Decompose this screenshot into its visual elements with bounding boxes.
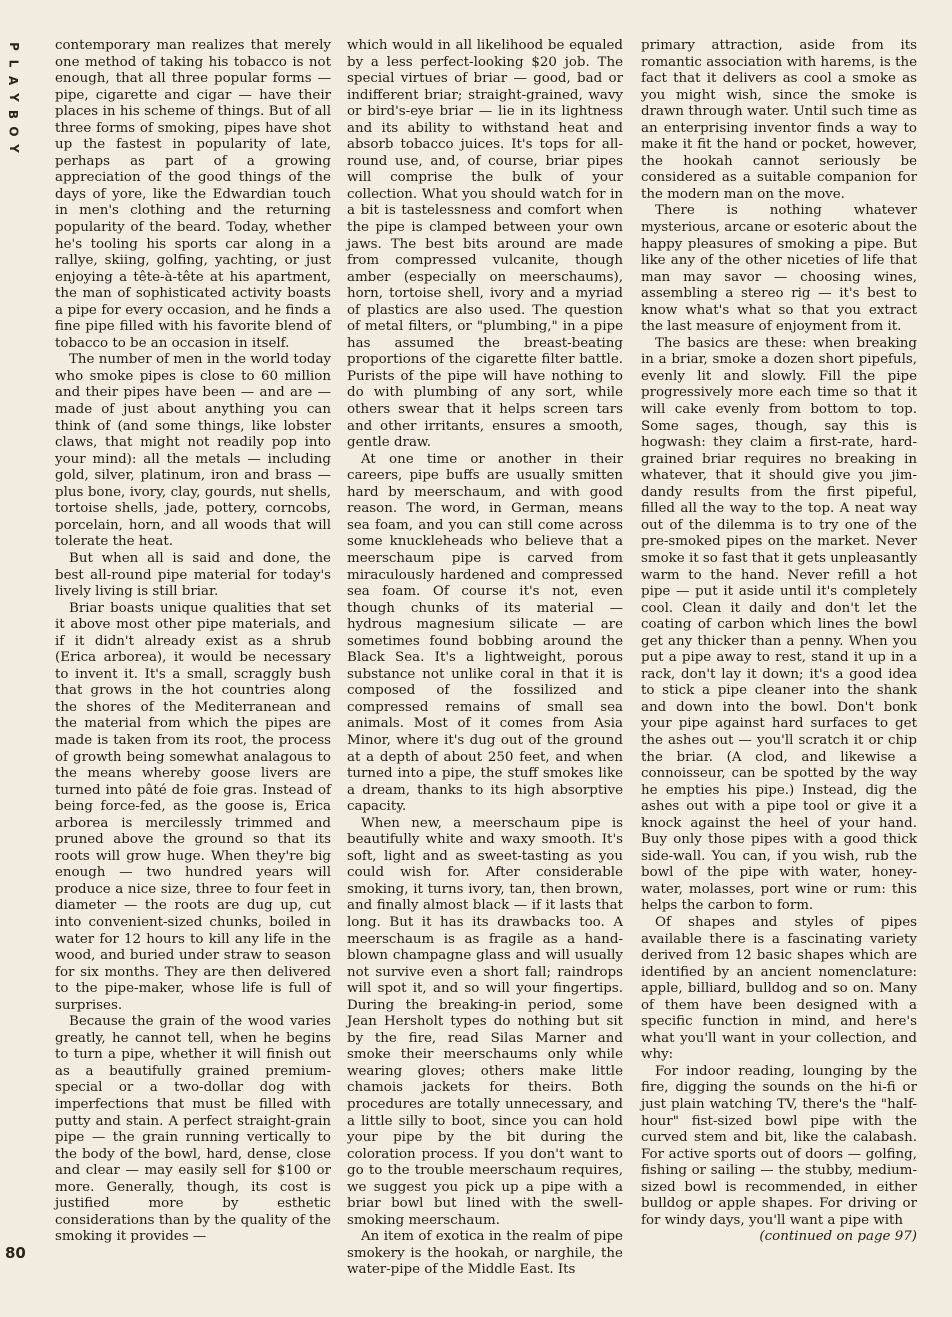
- logo-letter: L: [6, 59, 21, 68]
- paragraph: There is nothing whatever mysterious, arcane or esoteric about the happy pleasures of smoking a pipe. But like any of the other niceties of life that man may savor — choosing wines, assembling a stereo rig — it's best to know what's what so that you extract the last measure of enjoyment from it.: [641, 203, 917, 335]
- continuation-note: (continued on page 97): [759, 1229, 917, 1245]
- playboy-vertical-logo: [6, 38, 20, 157]
- paragraph: which would in all likelihood be equaled by a less perfect-looking $20 job. The special virtues of briar — good, bad or indifferent briar; straight-grained, wavy or bird's-eye briar — lie in its lightness and its ability to withstand heat and absorb tobacco juices. It's tops for all-round use, and, of course, briar pipes will comprise the bulk of your collection. What you should watch for in a bit is tastelessness and comfort when the pipe is clamped between your own jaws. The best bits around are made from compressed vulcanite, though amber (especially on meerschaums), horn, tortoise shell, ivory and a myriad of plastics are also used. The question of metal filters, or "plumbing," in a pipe has assumed the breast-beating proportions of the cigarette filter battle. Purists of the pipe will have nothing to do with plumbing of any sort, while others swear that it helps screen tars and other irritants, ensures a smooth, gentle draw.: [347, 38, 623, 451]
- paragraph: When new, a meerschaum pipe is beautifully white and waxy smooth. It's soft, light and as sweet-tasting as you could wish for. After considerable smoking, it turns ivory, tan, then brown, and finally almost black — if it lasts that long. But it has its drawbacks too. A meerschaum is as fragile as a hand-blown champagne glass and will usually not survive even a short fall; raindrops will spot it, and so will your fingertips. During the breaking-in period, some Jean Hersholt types do nothing but sit by the fire, read Silas Marner and smoke their meerschaums only while wearing gloves; others make little chamois jackets for theirs. Both procedures are totally unnecessary, and a little silly to boot, since you can hold your pipe by the bit during the coloration process. If you don't want to go to the trouble meerschaum requires, we suggest you pick up a pipe with a briar bowl but lined with the swell-smoking meerschaum.: [347, 815, 623, 1228]
- logo-letter: Y: [6, 144, 21, 153]
- paragraph: contemporary man realizes that merely one method of taking his tobacco is not enough, that all three popular forms — pipe, cigarette and cigar — have their places in his scheme of things. But of all three forms of smoking, pipes have shot up the fastest in popularity of late, perhaps as part of a growing appreciation of the good things of the days of yore, like the Edwardian touch in men's clothing and the returning popularity of the beard. Today, whether he's tooling his sports car along in a rallye, skiing, golfing, yachting, or just enjoying a tête-à-tête at his apartment, the man of sophisticated activity boasts a pipe for every occasion, and he finds a fine pipe filled with his favorite blend of tobacco to be an occasion in itself.: [55, 38, 331, 351]
- paragraph: The number of men in the world today who smoke pipes is close to 60 million and their pipes have been — and are — made of just about anything you can think of (and some things, like lobster claws, that might not readily pop into your mind): all the metals — including gold, silver, platinum, iron and brass — plus bone, ivory, clay, gourds, nut shells, tortoise shells, jade, pottery, corncobs, porcelain, horn, and all woods that will tolerate the heat.: [55, 352, 331, 550]
- article-column-2: [347, 38, 623, 1279]
- logo-letter: A: [6, 75, 21, 86]
- paragraph: An item of exotica in the realm of pipe smokery is the hookah, or narghile, the water-pipe of the Middle East. Its: [347, 1229, 623, 1278]
- logo-letter: P: [6, 42, 21, 51]
- paragraph: But when all is said and done, the best all-round pipe material for today's lively living is still briar.: [55, 550, 331, 600]
- logo-letter: Y: [6, 93, 21, 102]
- paragraph: Because the grain of the wood varies greatly, he cannot tell, when he begins to turn a pipe, whether it will finish out as a beautifully grained premium-special or a two-dollar dog with imperfections that must be filled with putty and stain. A perfect straight-grain pipe — the grain running vertically to the body of the bowl, hard, dense, close and clear — may easily sell for $100 or more. Generally, though, its cost is justified more by esthetic considerations than by the quality of the smoking it provides —: [55, 1014, 331, 1245]
- paragraph: For indoor reading, lounging by the fire, digging the sounds on the hi-fi or just plain watching TV, there's the "half-hour" fist-sized bowl pipe with the curved stem and bit, like the calabash. For active sports out of doors — golfing, fishing or sailing — the stubby, medium-sized bowl is recommended, in either bulldog or apple shapes. For driving or for windy days, you'll want a pipe with: [641, 1063, 917, 1228]
- paragraph: The basics are these: when breaking in a briar, smoke a dozen short pipefuls, evenly lit and slowly. Fill the pipe progressively more each time so that it will cake evenly from bottom to top. Some sages, though, say this is hogwash: they claim a first-rate, hard-grained briar requires no breaking in whatever, that it should give you jim-dandy results from the first pipeful, filled all the way to the top. A neat way out of the dilemma is to try one of the pre-smoked pipes on the market. Never smoke it so fast that it gets unpleasantly warm to the hand. Never refill a hot pipe — put it aside until it's completely cool. Clean it daily and don't let the coating of carbon which lines the bowl get any thicker than a penny. When you put a pipe away to rest, stand it up in a rack, don't lay it down; it's a good idea to stick a pipe cleaner into the shank and down into the bowl. Don't bonk your pipe against hard surfaces to get the ashes out — you'll scratch it or chip the briar. (A clod, and likewise a connoisseur, can be spotted by the way he empties his pipe.) Instead, dig the ashes out with a pipe tool or give it a knock against the heel of your hand. Buy only those pipes with a good thick side-wall. You can, if you wish, rub the bowl of the pipe with water, honey-water, molasses, port wine or rum: this helps the carbon to form.: [641, 335, 917, 914]
- paragraph: Briar boasts unique qualities that set it above most other pipe materials, and if it didn't already exist as a shrub (Erica arborea), it would be necessary to invent it. It's a small, scraggly bush that grows in the hot countries along the shores of the Mediterranean and the material from which the pipes are made is taken from its root, the process of growth being somewhat analagous to the means whereby goose livers are turned into pâté de foie gras. Instead of being force-fed, as the goose is, Erica arborea is mercilessly trimmed and pruned above the ground so that its roots will grow huge. When they're big enough — two hundred years will produce a nice size, three to four feet in diameter — the roots are dug up, cut into convenient-sized chunks, boiled in water for 12 hours to kill any life in the wood, and buried under straw to season for six months. They are then delivered to the pipe-maker, whose life is full of surprises.: [55, 600, 331, 1013]
- paragraph: At one time or another in their careers, pipe buffs are usually smitten hard by meerschaum, and with good reason. The word, in German, means sea foam, and you can still come across some knuckleheads who believe that a meerschaum pipe is carved from miraculously hardened and compressed sea foam. Of course it's not, even though chunks of its material — hydrous magnesium silicate — are sometimes found bobbing around the Black Sea. It's a lightweight, porous substance not unlike coral in that it is composed of the fossilized and compressed remains of small sea animals. Most of it comes from Asia Minor, where it's dug out of the ground at a depth of about 250 feet, and when turned into a pipe, the stuff smokes like a dream, thanks to its high absorptive capacity.: [347, 451, 623, 815]
- article-column-1: [55, 38, 331, 1246]
- logo-letter: B: [6, 109, 21, 120]
- paragraph: Of shapes and styles of pipes available there is a fascinating variety derived from 12 basic shapes which are identified by an ancient nomenclature: apple, billiard, bulldog and so on. Many of them have been designed with a specific function in mind, and here's what you'll want in your collection, and why:: [641, 914, 917, 1063]
- article-column-3: [641, 38, 917, 1246]
- logo-letter: O: [6, 126, 21, 137]
- page-number: 80: [5, 1244, 26, 1262]
- paragraph: primary attraction, aside from its romantic association with harems, is the fact that it delivers as cool a smoke as you might wish, since the smoke is drawn through water. Until such time as an enterprising inventor finds a way to make it fit the hand or pocket, however, the hookah cannot seriously be considered as a suitable companion for the modern man on the move.: [641, 38, 917, 202]
